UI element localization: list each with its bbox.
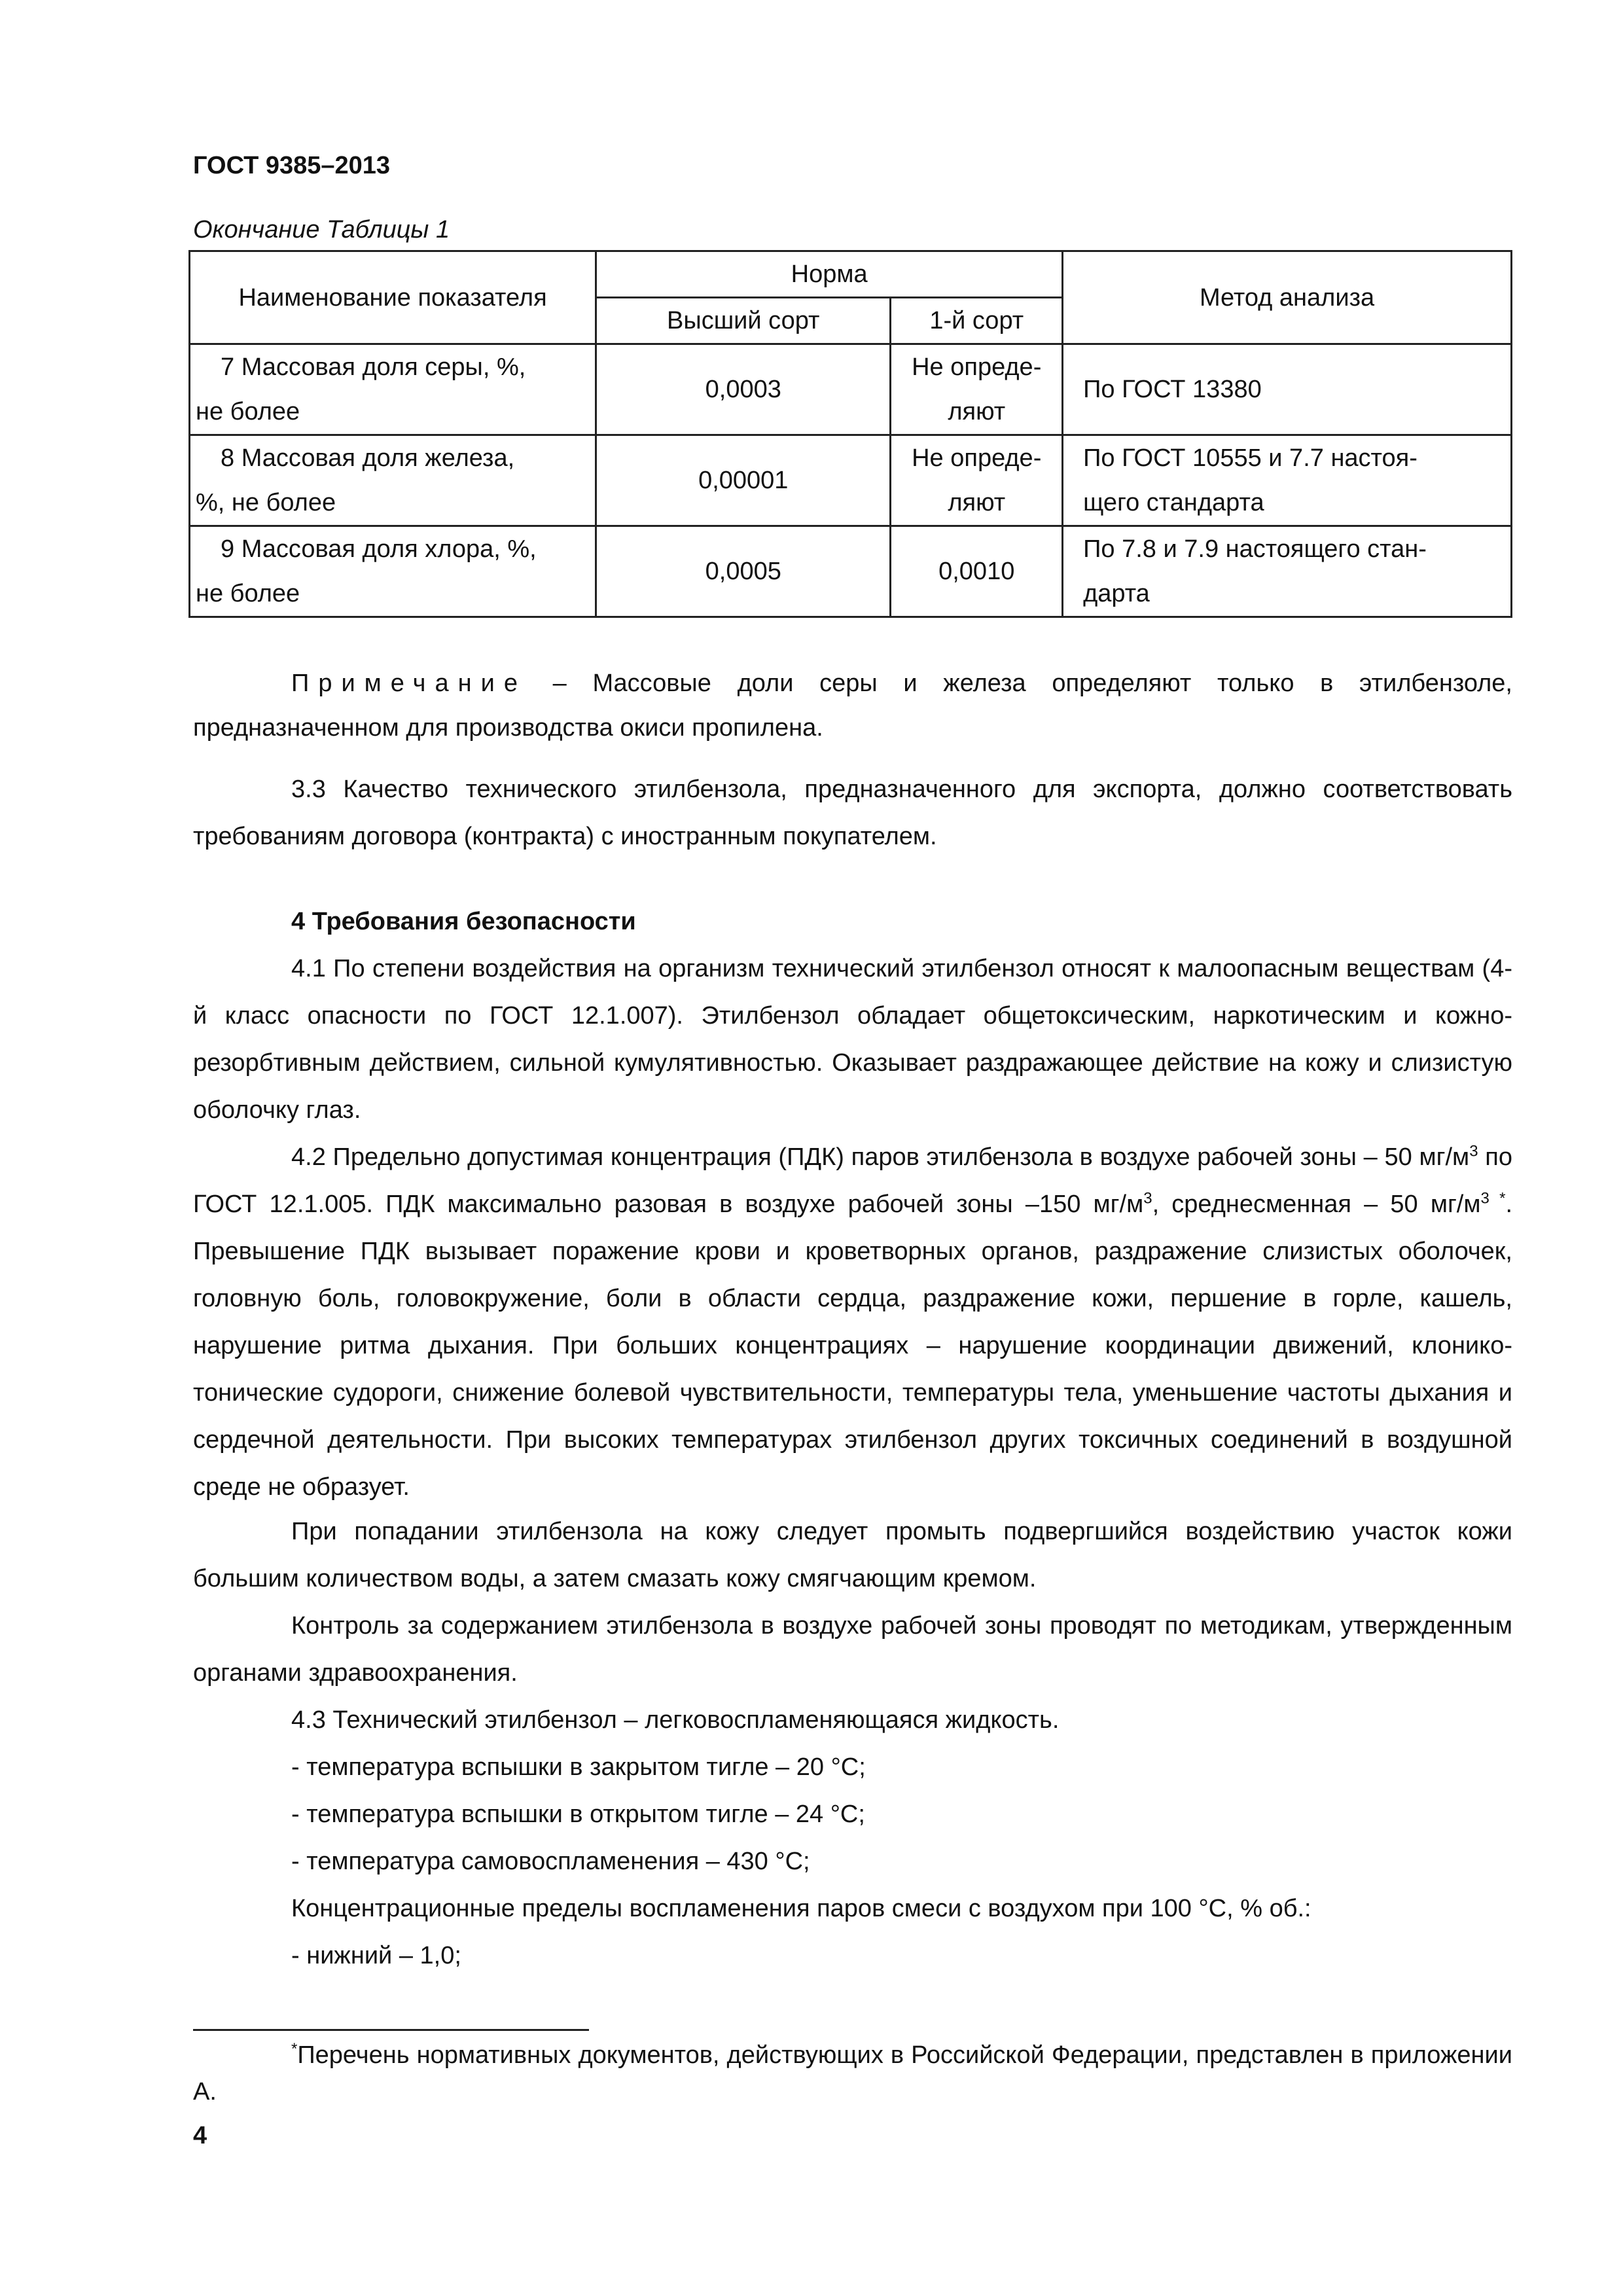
first-grade-line: ляют: [948, 398, 1006, 425]
table-row: [190, 344, 1512, 435]
note-dash: –: [526, 670, 593, 697]
limits-heading: Концентрационные пределы воспламенения паров смеси с воздухом при 100 °С, % об.:: [291, 1895, 1311, 1922]
indicator-cell: [190, 526, 596, 617]
method-line: дарта: [1083, 580, 1150, 607]
footnote-mark: *: [291, 2040, 298, 2058]
note-text: Массовые доли серы и железа определяют только в этилбензоле, предназначенном для производства окиси пропилена.: [193, 670, 1512, 742]
header-norm: Норма: [596, 251, 1063, 298]
paragraph-4-1: 4.1 По степени воздействия на организм технический этилбензол относят к малоопасным веществам (4-й класс опасности по ГОСТ 12.1.007). Этилбензол обладает общетоксическим, наркотическим и кожно-резорбтивным действием, сильной кумулятивностью. Оказывает раздражающее действие на кожу и слизистую оболочку глаз.: [193, 955, 1512, 1124]
paragraph-3-3: 3.3 Качество технического этилбензола, предназначенного для экспорта, должно соответствовать требованиям договора (контракта) с иностранным покупателем.: [193, 776, 1512, 850]
method-cell: [1063, 435, 1512, 526]
first-grade-value: 0,0010: [891, 526, 1063, 617]
table-note: [193, 661, 1512, 750]
page-number: 4: [193, 2122, 207, 2149]
list-item: - температура вспышки в открытом тигле – 24 °С;: [291, 1801, 865, 1828]
paragraph-4-2-text: по ГОСТ 12.1.005. ПДК максимально разовая в воздухе рабочей зоны –150 мг/м: [193, 1143, 1512, 1218]
note-label: Примечание: [291, 670, 527, 697]
paragraph-4-2-text: 4.2 Предельно допустимая концентрация (ПДК) паров этилбензола в воздухе рабочей зоны – 50 мг/м: [291, 1143, 1470, 1171]
indicator-line: 9 Массовая доля хлора, %,: [221, 535, 537, 563]
indicator-cell: [190, 344, 596, 435]
list-item: - нижний – 1,0;: [291, 1942, 461, 1969]
first-grade-line: Не опреде-: [912, 353, 1042, 381]
list-item: - температура вспышки в закрытом тигле – 20 °С;: [291, 1753, 866, 1781]
footnote-reference: 3 *: [1480, 1189, 1506, 1208]
header-method: Метод анализа: [1063, 251, 1512, 344]
table-caption: Окончание Таблицы 1: [193, 216, 450, 243]
method-line: По ГОСТ 13380: [1083, 376, 1262, 403]
footnote-text: Перечень нормативных документов, действующих в Российской Федерации, представлен в приложении А.: [193, 2041, 1512, 2106]
indicator-line: 8 Массовая доля железа,: [221, 444, 515, 472]
method-line: По 7.8 и 7.9 настоящего стан-: [1083, 535, 1427, 563]
indicator-line: 7 Массовая доля серы, %,: [221, 353, 526, 381]
footnote: [193, 2037, 1512, 2110]
method-line: щего стандарта: [1083, 489, 1264, 516]
indicator-line: не более: [196, 398, 300, 425]
table-row: [190, 435, 1512, 526]
header-first-grade: 1-й сорт: [891, 298, 1063, 344]
superscript: 3: [1469, 1142, 1478, 1160]
paragraph-4-3: 4.3 Технический этилбензол – легковоспламеняющаяся жидкость.: [291, 1706, 1060, 1734]
first-grade-line: ляют: [948, 489, 1006, 516]
section-heading: 4 Требования безопасности: [291, 908, 636, 935]
method-cell: [1063, 344, 1512, 435]
header-indicator: Наименование показателя: [190, 251, 596, 344]
document-id: ГОСТ 9385–2013: [193, 152, 391, 179]
paragraph-control: Контроль за содержанием этилбензола в воздухе рабочей зоны проводят по методикам, утвержденным органами здравоохранения.: [193, 1612, 1512, 1687]
top-grade-value: 0,0005: [596, 526, 891, 617]
method-line: По ГОСТ 10555 и 7.7 настоя-: [1083, 444, 1418, 472]
paragraph-4-2-text: , среднесменная – 50 мг/м: [1152, 1191, 1481, 1218]
paragraph-4-2: [193, 1134, 1512, 1511]
table-row: [190, 526, 1512, 617]
paragraph-skin-contact: При попадании этилбензола на кожу следует промыть подвергшийся воздействию участок кожи большим количеством воды, а затем смазать кожу смягчающим кремом.: [193, 1518, 1512, 1592]
top-grade-value: 0,00001: [596, 435, 891, 526]
specification-table: [188, 250, 1512, 618]
first-grade-line: Не опреде-: [912, 444, 1042, 472]
paragraph-4-2-text: . Превышение ПДК вызывает поражение крови и кроветворных органов, раздражение слизистых оболочек, головную боль, головокружение, боли в области сердца, раздражение кожи, першение в горле, кашель, нарушение ритма дыхания. При больших концентрациях – нарушение координации движений, клонико-тонические судороги, снижение болевой чувствительности, температуры тела, уменьшение частоты дыхания и сердечной деятельности. При высоких температурах этилбензол других токсичных соединений в воздушной среде не образует.: [193, 1191, 1513, 1501]
first-grade-value: [891, 344, 1063, 435]
list-item: - температура самовоспламенения – 430 °С;: [291, 1848, 810, 1875]
indicator-cell: [190, 435, 596, 526]
first-grade-value: [891, 435, 1063, 526]
footnote-divider: [193, 2029, 589, 2031]
indicator-line: не более: [196, 580, 300, 607]
method-cell: [1063, 526, 1512, 617]
superscript: 3: [1143, 1189, 1152, 1208]
table-header-row: [190, 251, 1512, 298]
top-grade-value: 0,0003: [596, 344, 891, 435]
header-top-grade: Высший сорт: [596, 298, 891, 344]
indicator-line: %, не более: [196, 489, 336, 516]
